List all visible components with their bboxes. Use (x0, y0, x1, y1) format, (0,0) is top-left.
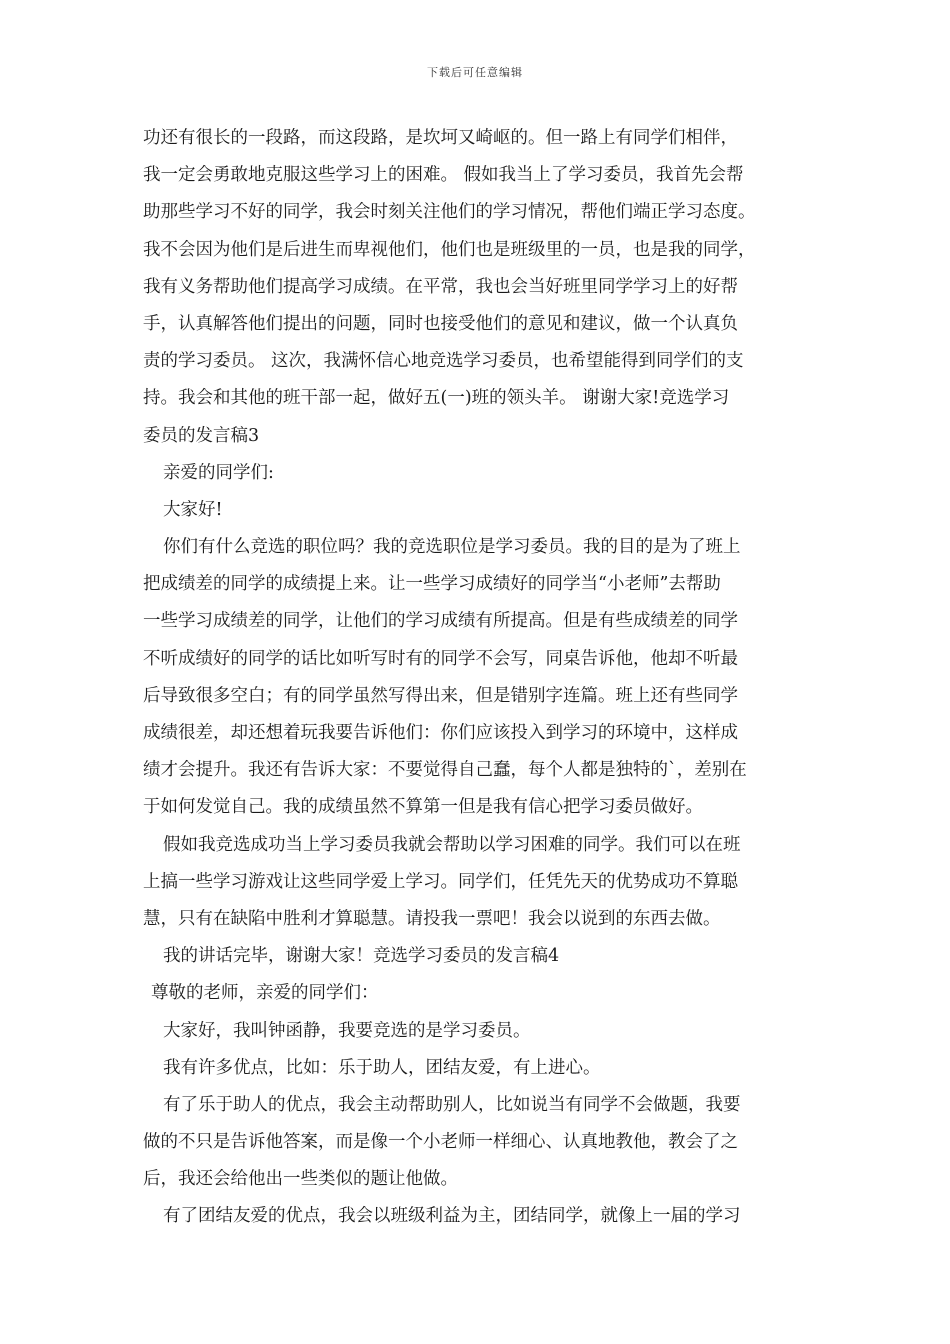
text-line: 责的学习委员。 这次，我满怀信心地竞选学习委员，也希望能得到同学们的支 (143, 351, 744, 372)
text-line: 有了团结友爱的优点，我会以班级利益为主，团结同学，就像上一届的学习 (163, 1206, 741, 1227)
text-line: 后导致很多空白；有的同学虽然写得出来，但是错别字连篇。班上还有些同学 (143, 685, 738, 706)
text-line: 假如我竞选成功当上学习委员我就会帮助以学习困难的同学。我们可以在班 (163, 834, 741, 855)
page-header: 下载后可任意编辑 (427, 66, 523, 79)
text-line: 我一定会勇敢地克服这些学习上的困难。 假如我当上了学习委员，我首先会帮 (143, 165, 744, 186)
text-line: 你们有什么竞选的职位吗？我的竞选职位是学习委员。我的目的是为了班上 (163, 537, 741, 558)
text-line: 委员的发言稿3 (143, 425, 260, 446)
text-line: 绩才会提升。我还有告诉大家：不要觉得自己蠢，每个人都是独特的`，差别在 (143, 760, 747, 781)
text-line: 不听成绩好的同学的话比如听写时有的同学不会写，同桌告诉他，他却不听最 (143, 648, 738, 669)
text-line: 于如何发觉自己。我的成绩虽然不算第一但是我有信心把学习委员做好。 (143, 797, 703, 818)
text-line: 我有义务帮助他们提高学习成绩。在平常，我也会当好班里同学学习上的好帮 (143, 276, 738, 297)
text-line: 助那些学习不好的同学，我会时刻关注他们的学习情况，帮他们端正学习态度。 (143, 202, 756, 223)
text-line: 大家好! (163, 499, 223, 520)
text-line: 一些学习成绩差的同学，让他们的学习成绩有所提高。但是有些成绩差的同学 (143, 611, 738, 632)
text-line: 我不会因为他们是后进生而卑视他们，他们也是班级里的一员，也是我的同学， (143, 239, 756, 260)
text-line: 尊敬的老师，亲爱的同学们： (151, 983, 379, 1004)
text-line: 手，认真解答他们提出的问题，同时也接受他们的意见和建议，做一个认真负 (143, 313, 738, 334)
text-line: 成绩很差，却还想着玩我要告诉他们：你们应该投入到学习的环境中，这样成 (143, 723, 738, 743)
text-line: 把成绩差的同学的成绩提上来。让一些学习成绩好的同学当“小老师”去帮助 (143, 574, 721, 595)
text-line: 我有许多优点，比如：乐于助人，团结友爱，有上进心。 (163, 1057, 601, 1078)
text-line: 持。我会和其他的班干部一起，做好五(一)班的领头羊。 谢谢大家!竞选学习 (143, 388, 730, 409)
text-line: 有了乐于助人的优点，我会主动帮助别人，比如说当有同学不会做题，我要 (163, 1094, 741, 1115)
text-line: 我的讲话完毕，谢谢大家！竞选学习委员的发言稿4 (163, 946, 560, 967)
text-line: 后，我还会给他出一些类似的题让他做。 (143, 1169, 458, 1190)
text-line: 上搞一些学习游戏让这些同学爱上学习。同学们，任凭先天的优势成功不算聪 (143, 871, 738, 892)
text-line: 亲爱的同学们: (163, 462, 274, 483)
text-line: 功还有很长的一段路，而这段路，是坎坷又崎岖的。但一路上有同学们相伴， (143, 128, 738, 148)
text-line: 做的不只是告诉他答案，而是像一个小老师一样细心、认真地教他，教会了之 (143, 1132, 738, 1153)
document-body (143, 120, 813, 1236)
text-line: 慧，只有在缺陷中胜利才算聪慧。请投我一票吧！我会以说到的东西去做。 (143, 908, 721, 929)
text-line: 大家好，我叫钟函静，我要竞选的是学习委员。 (163, 1020, 531, 1041)
